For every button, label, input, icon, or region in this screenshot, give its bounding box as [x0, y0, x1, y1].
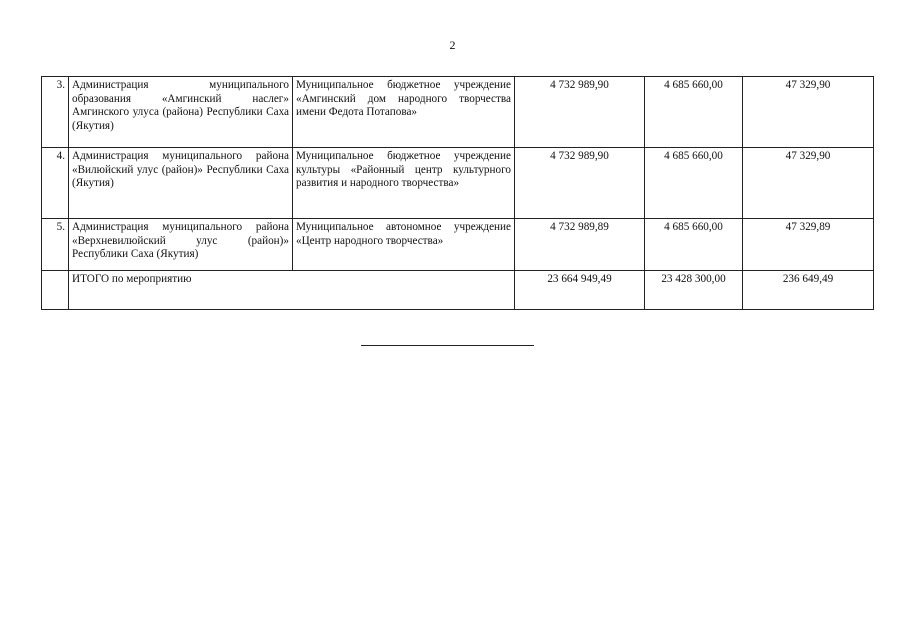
totals-row: [42, 271, 874, 310]
administration-cell: Администрация муниципального образования «Амгинский наслег» Амгинского улуса (района) Республики Саха (Якутия): [69, 77, 293, 148]
amount-cell-2: 4 685 660,00: [645, 77, 743, 148]
page-number: 2: [449, 38, 456, 52]
table-row: [42, 219, 874, 271]
funding-table: [41, 76, 874, 310]
row-number: 5.: [42, 219, 69, 271]
table-row: [42, 148, 874, 219]
totals-amount-cell-2: 23 428 300,00: [645, 271, 743, 310]
total-amount-cell: 4 732 989,89: [515, 219, 645, 271]
institution-cell: Муниципальное бюджетное учреждение «Амгинский дом народного творчества имени Федота Потапова»: [293, 77, 515, 148]
row-number: 4.: [42, 148, 69, 219]
amount-cell-2: 4 685 660,00: [645, 148, 743, 219]
total-amount-cell: 4 732 989,90: [515, 148, 645, 219]
institution-cell: Муниципальное автономное учреждение «Центр народного творчества»: [293, 219, 515, 271]
totals-amount-cell-3: 236 649,49: [743, 271, 874, 310]
empty-number-cell: [42, 271, 69, 310]
totals-label: ИТОГО по мероприятию: [69, 271, 515, 310]
administration-cell: Администрация муниципального района «Верхневилюйский улус (район)» Республики Саха (Якутия): [69, 219, 293, 271]
institution-cell: Муниципальное бюджетное учреждение культуры «Районный центр культурного развития и народного творчества»: [293, 148, 515, 219]
amount-cell-3: 47 329,90: [743, 77, 874, 148]
amount-cell-3: 47 329,89: [743, 219, 874, 271]
closing-rule: [361, 345, 534, 346]
table-row: [42, 77, 874, 148]
row-number: 3.: [42, 77, 69, 148]
administration-cell: Администрация муниципального района «Вилюйский улус (район)» Республики Саха (Якутия): [69, 148, 293, 219]
totals-amount-cell: 23 664 949,49: [515, 271, 645, 310]
amount-cell-3: 47 329,90: [743, 148, 874, 219]
amount-cell-2: 4 685 660,00: [645, 219, 743, 271]
total-amount-cell: 4 732 989,90: [515, 77, 645, 148]
